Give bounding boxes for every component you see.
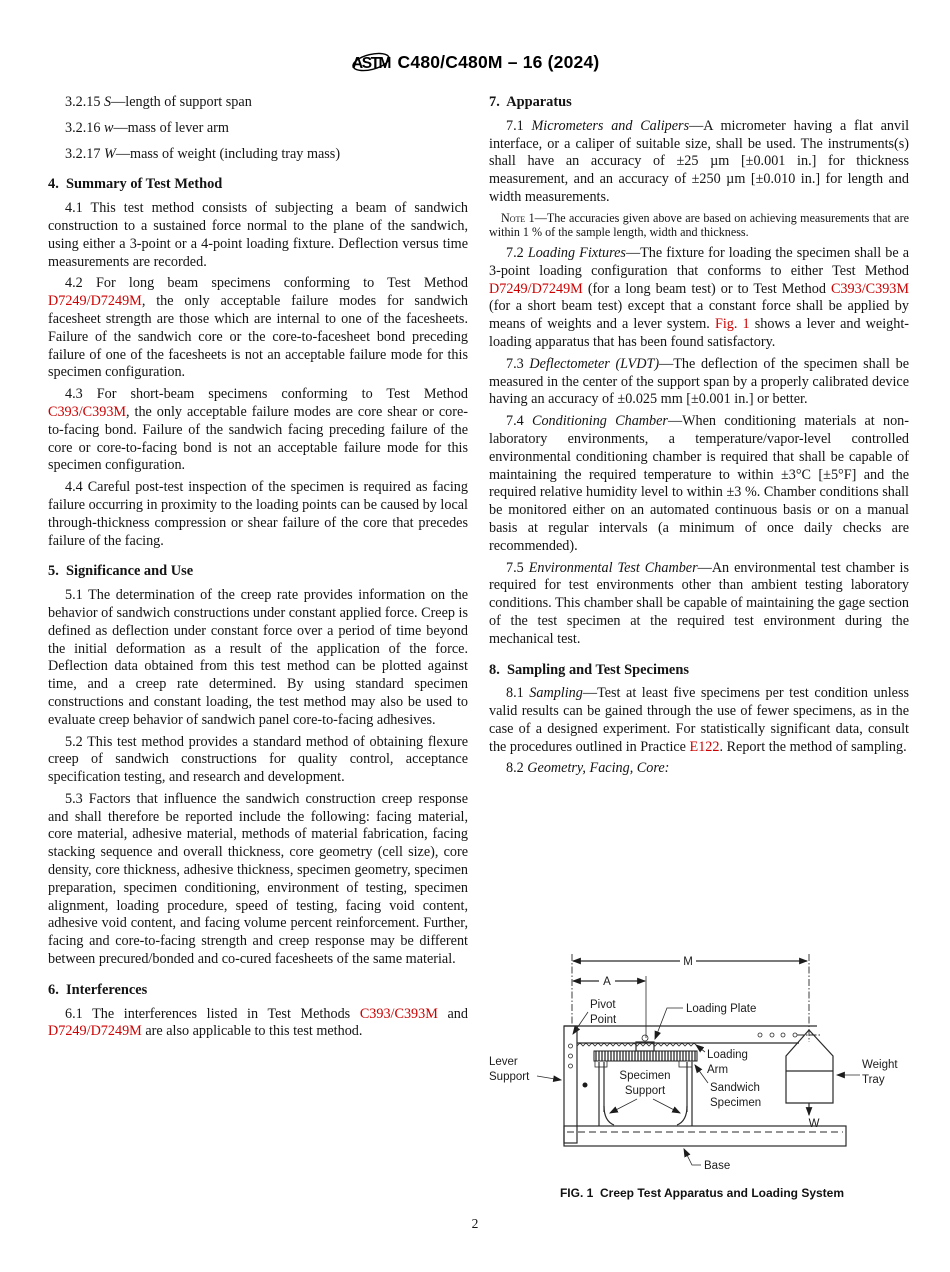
doc-reference-link[interactable]: C393/C393M <box>830 280 909 297</box>
svg-text:Weight: Weight <box>862 1059 898 1071</box>
text-run: (for a long beam test) or to Test Method <box>582 280 831 297</box>
svg-text:Sandwich: Sandwich <box>710 1082 760 1094</box>
text-run: Environmental Test Chamber <box>528 559 698 576</box>
definition-3-2-15 <box>48 94 468 112</box>
figure-1 <box>487 946 917 1200</box>
dimension-m <box>572 954 809 1042</box>
paragraph-8-1 <box>489 685 909 756</box>
text-run: Loading Fixtures <box>527 244 626 261</box>
text-run: 5.1 The determination of the creep rate provides information on the behavior of sandwich constructions under constant applied force. Creep is defined as deflection under constant force over a period of time beyond the initial deformation as a result of the application of the force. Deflection data obtained from this test method can be plotted against time, and a creep rate determined. By using standard specimen constructions and constant loading, the test method may also be used to evaluate creep behavior of sandwich panel core-to-facing adhesives. <box>48 587 468 728</box>
svg-text:Point: Point <box>590 1014 617 1026</box>
text-run: w <box>104 119 114 136</box>
astm-logo-text: ASTM <box>351 55 390 72</box>
doc-reference-link[interactable]: Fig. 1 <box>714 316 750 333</box>
weight-tray-shape <box>786 1030 833 1130</box>
doc-reference-link[interactable]: E122 <box>689 738 720 755</box>
doc-reference-link[interactable]: D7249/D7249M <box>48 293 142 310</box>
text-run: 4.4 Careful post-test inspection of the specimen is required as facing failure occurring in proximity to the loading points can be caused by local through-thickness compression or shear failure of the core that precedes failure of the facing. <box>48 479 468 549</box>
lever-support-label <box>489 1056 561 1083</box>
text-run: Deflectometer (LVDT) <box>529 355 660 372</box>
text-run: and <box>437 1005 468 1022</box>
text-run: 7.2 <box>506 244 528 261</box>
svg-text:Specimen: Specimen <box>710 1097 762 1109</box>
paragraph-5-1 <box>48 587 468 729</box>
creep-apparatus-diagram <box>487 946 917 1178</box>
text-run: —The fixture for loading the specimen shall be a 3-point loading configuration that conforms to either Test Method <box>489 244 910 279</box>
sandwich-specimen-shape <box>594 1035 697 1067</box>
text-run: Micrometers and Calipers <box>531 117 690 134</box>
definition-3-2-17 <box>48 146 468 164</box>
weight-w-label: W <box>808 1118 820 1130</box>
pivot-point-label <box>573 999 617 1034</box>
paragraph-4-2 <box>48 275 468 382</box>
specimen-support-label: Specimen <box>619 1070 671 1082</box>
paragraph-7-2 <box>489 245 909 352</box>
paragraph-7-4 <box>489 413 909 555</box>
pivot-pin-dot <box>583 1083 588 1088</box>
text-run: . Report the method of sampling. <box>719 738 907 755</box>
text-run: —length of support span <box>111 94 252 110</box>
loading-arm-label <box>696 1045 748 1076</box>
svg-text:Loading Plate: Loading Plate <box>686 1003 757 1015</box>
base-label: Base <box>704 1160 731 1172</box>
section-6-heading: 6. Interferences <box>48 981 148 998</box>
text-run: S <box>104 94 112 110</box>
text-run: shows a lever and weight-loading apparatus that has been found satisfactory. <box>489 316 910 350</box>
paragraph-4-3 <box>48 386 468 475</box>
text-run: Note 1 <box>501 210 535 225</box>
text-run: 4.2 For long beam specimens conforming to Test Method <box>65 275 468 292</box>
svg-text:Support: Support <box>624 1085 666 1097</box>
text-run: 4.1 This test method consists of subjecting a beam of sandwich construction to a sustained force normal to the plane of the sandwich, using either a 3-point or a 4-point loading fixture. Deflection versus time measurements are recorded. <box>48 200 468 270</box>
section-8-heading: 8. Sampling and Test Specimens <box>489 661 689 678</box>
page-number: 2 <box>471 1216 479 1231</box>
base-shape <box>564 1126 846 1172</box>
left-column <box>48 94 468 1045</box>
doc-reference-link[interactable]: D7249/D7249M <box>489 280 583 297</box>
loading-plate-pivot <box>642 1035 648 1041</box>
dim-m-label: M <box>683 956 693 968</box>
text-run: W <box>104 145 116 162</box>
svg-text:Pivot: Pivot <box>590 999 616 1011</box>
text-run: 4.3 For short-beam specimens conforming to Test Method <box>65 386 468 403</box>
paragraph-6-1 <box>48 1006 468 1042</box>
text-run: 7.1 <box>506 117 532 134</box>
page-body <box>48 94 909 1045</box>
standard-designation: C480/C480M – 16 (2024) <box>397 51 600 72</box>
paragraph-8-2 <box>489 760 909 778</box>
svg-text:Support: Support <box>489 1071 530 1083</box>
text-run: —mass of lever arm <box>113 119 229 136</box>
lever-arm-shape <box>564 1026 817 1046</box>
section-5-heading: 5. Significance and Use <box>48 563 194 580</box>
text-run: Sampling <box>529 685 583 702</box>
text-run: —The accuracies given above are based on achieving measurements that are within 1 % of the sample length, width and thickness. <box>489 210 910 240</box>
text-run: , the only acceptable failure modes are core shear or core-to-facing bond. Failure of the sandwich facing preceding failure of the core or core-to-facing bond is not an acceptable failure mode for this specimen configuration. <box>48 403 468 474</box>
doc-reference-link[interactable]: C393/C393M <box>359 1005 438 1022</box>
text-run: 3.2.16 <box>65 119 105 136</box>
astm-logo <box>351 44 391 80</box>
dim-a-label: A <box>603 976 611 988</box>
svg-text:Lever: Lever <box>489 1056 518 1068</box>
text-run: —When conditioning materials at non-laboratory environments, a temperature/vapor-level controlled environmental conditioning chamber is required that shall be capable of maintaining the required temperature to within ±3°C [±5°F] and the required relative humidity level to within ±3 %. Chamber conditions shall be monitored either on an automated continuous basis or on a manual basis at regular intervals (a minimum of once daily checks are recommended). <box>489 413 909 554</box>
loading-plate-label <box>655 1003 756 1039</box>
text-run: —A micrometer having a flat anvil interface, or a caliper of suitable size, shall be used. The instruments(s) shall have an accuracy of ±25 µm [±0.001 in.] for thickness measurement, and an accuracy of ±250 µm [±0.010 in.] for length and width measurements. <box>489 117 910 205</box>
weight-tray-label <box>837 1059 898 1086</box>
text-run: Conditioning Chamber <box>532 413 668 430</box>
doc-reference-link[interactable]: D7249/D7249M <box>48 1023 142 1040</box>
svg-text:Tray: Tray <box>862 1074 885 1086</box>
doc-reference-link[interactable]: C393/C393M <box>48 403 127 420</box>
text-run: (for a short beam test) except that a constant force shall be applied by means of weights and a lever system. <box>489 298 909 333</box>
text-run: 5.2 This test method provides a standard method of obtaining flexure creep of sandwich constructions for quality control, acceptance specification testing, and research and development. <box>48 733 468 786</box>
paragraph-4-1 <box>48 200 468 271</box>
text-run: —mass of weight (including tray mass) <box>115 145 341 162</box>
specimen-support-shape <box>599 1062 692 1126</box>
text-run: 7.3 <box>506 355 530 372</box>
text-run: —An environmental test chamber is required for test environments other than ambient testing laboratory conditions. This chamber shall be capable of maintaining the gage section of the test specimen at the required test environment during the mechanical test. <box>489 559 910 647</box>
definition-3-2-16 <box>48 120 468 138</box>
text-run: , the only acceptable failure modes for sandwich facesheet strength are those which are internal to one of the facesheets. Failure of the sandwich core or the core-to-facesheet bond preceding failure of one of the facesheets is not an acceptable failure mode for this specimen configuration. <box>48 293 468 381</box>
text-run: 5.3 Factors that influence the sandwich construction creep response and shall therefore be reported include the following: facing material, core material, adhesive material, methods of material fabrication, facing stacking sequence and overall thickness, core geometry (cell size), core density, core thickness, adhesive thickness, specimen geometry, specimen preparation, specimen conditioning, environment of testing, specimen alignment, loading procedure, speed of testing, facing void content, adhesive void content, and facing volume percent reinforcement. Further, facing and core-to-facing strength and creep response may be different between precured/bonded and co-cured facesheets of the same material. <box>48 790 468 968</box>
paragraph-7-3 <box>489 356 909 409</box>
svg-text:Loading: Loading <box>707 1049 748 1061</box>
svg-text:Arm: Arm <box>707 1064 729 1076</box>
text-run: 3.2.15 <box>65 94 105 110</box>
text-run: —Test at least five specimens per test condition unless valid results can be gained through the use of fewer specimens, as in the case of a designed experiment. For statistically significant data, consult the procedures outlined in Practice <box>489 685 909 755</box>
paragraph-5-3 <box>48 791 468 969</box>
paragraph-7-5 <box>489 560 909 649</box>
text-run: are also applicable to this test method. <box>141 1023 363 1040</box>
section-7-heading: 7. Apparatus <box>489 94 572 110</box>
text-run: 8.1 <box>506 685 530 702</box>
text-run: 8.2 <box>506 760 528 777</box>
text-run: —The deflection of the specimen shall be measured in the center of the support span by a properly calibrated device having an accuracy of ±0.025 mm [±0.001 in.] or better. <box>489 355 910 408</box>
paragraph-4-4 <box>48 479 468 550</box>
paragraph-5-2 <box>48 734 468 787</box>
text-run: 7.4 <box>506 413 532 430</box>
text-run: 3.2.17 <box>65 145 105 162</box>
text-run: 6.1 The interferences listed in Test Methods <box>65 1005 360 1022</box>
section-4-heading: 4. Summary of Test Method <box>48 176 223 193</box>
paragraph-7-1 <box>489 118 909 207</box>
note-1 <box>489 211 909 240</box>
figure-1-caption: FIG. 1 Creep Test Apparatus and Loading System <box>559 1186 845 1200</box>
document-header <box>0 44 950 80</box>
right-column <box>489 94 909 1045</box>
text-run: Geometry, Facing, Core: <box>527 760 670 777</box>
text-run: 7.5 <box>506 559 529 576</box>
